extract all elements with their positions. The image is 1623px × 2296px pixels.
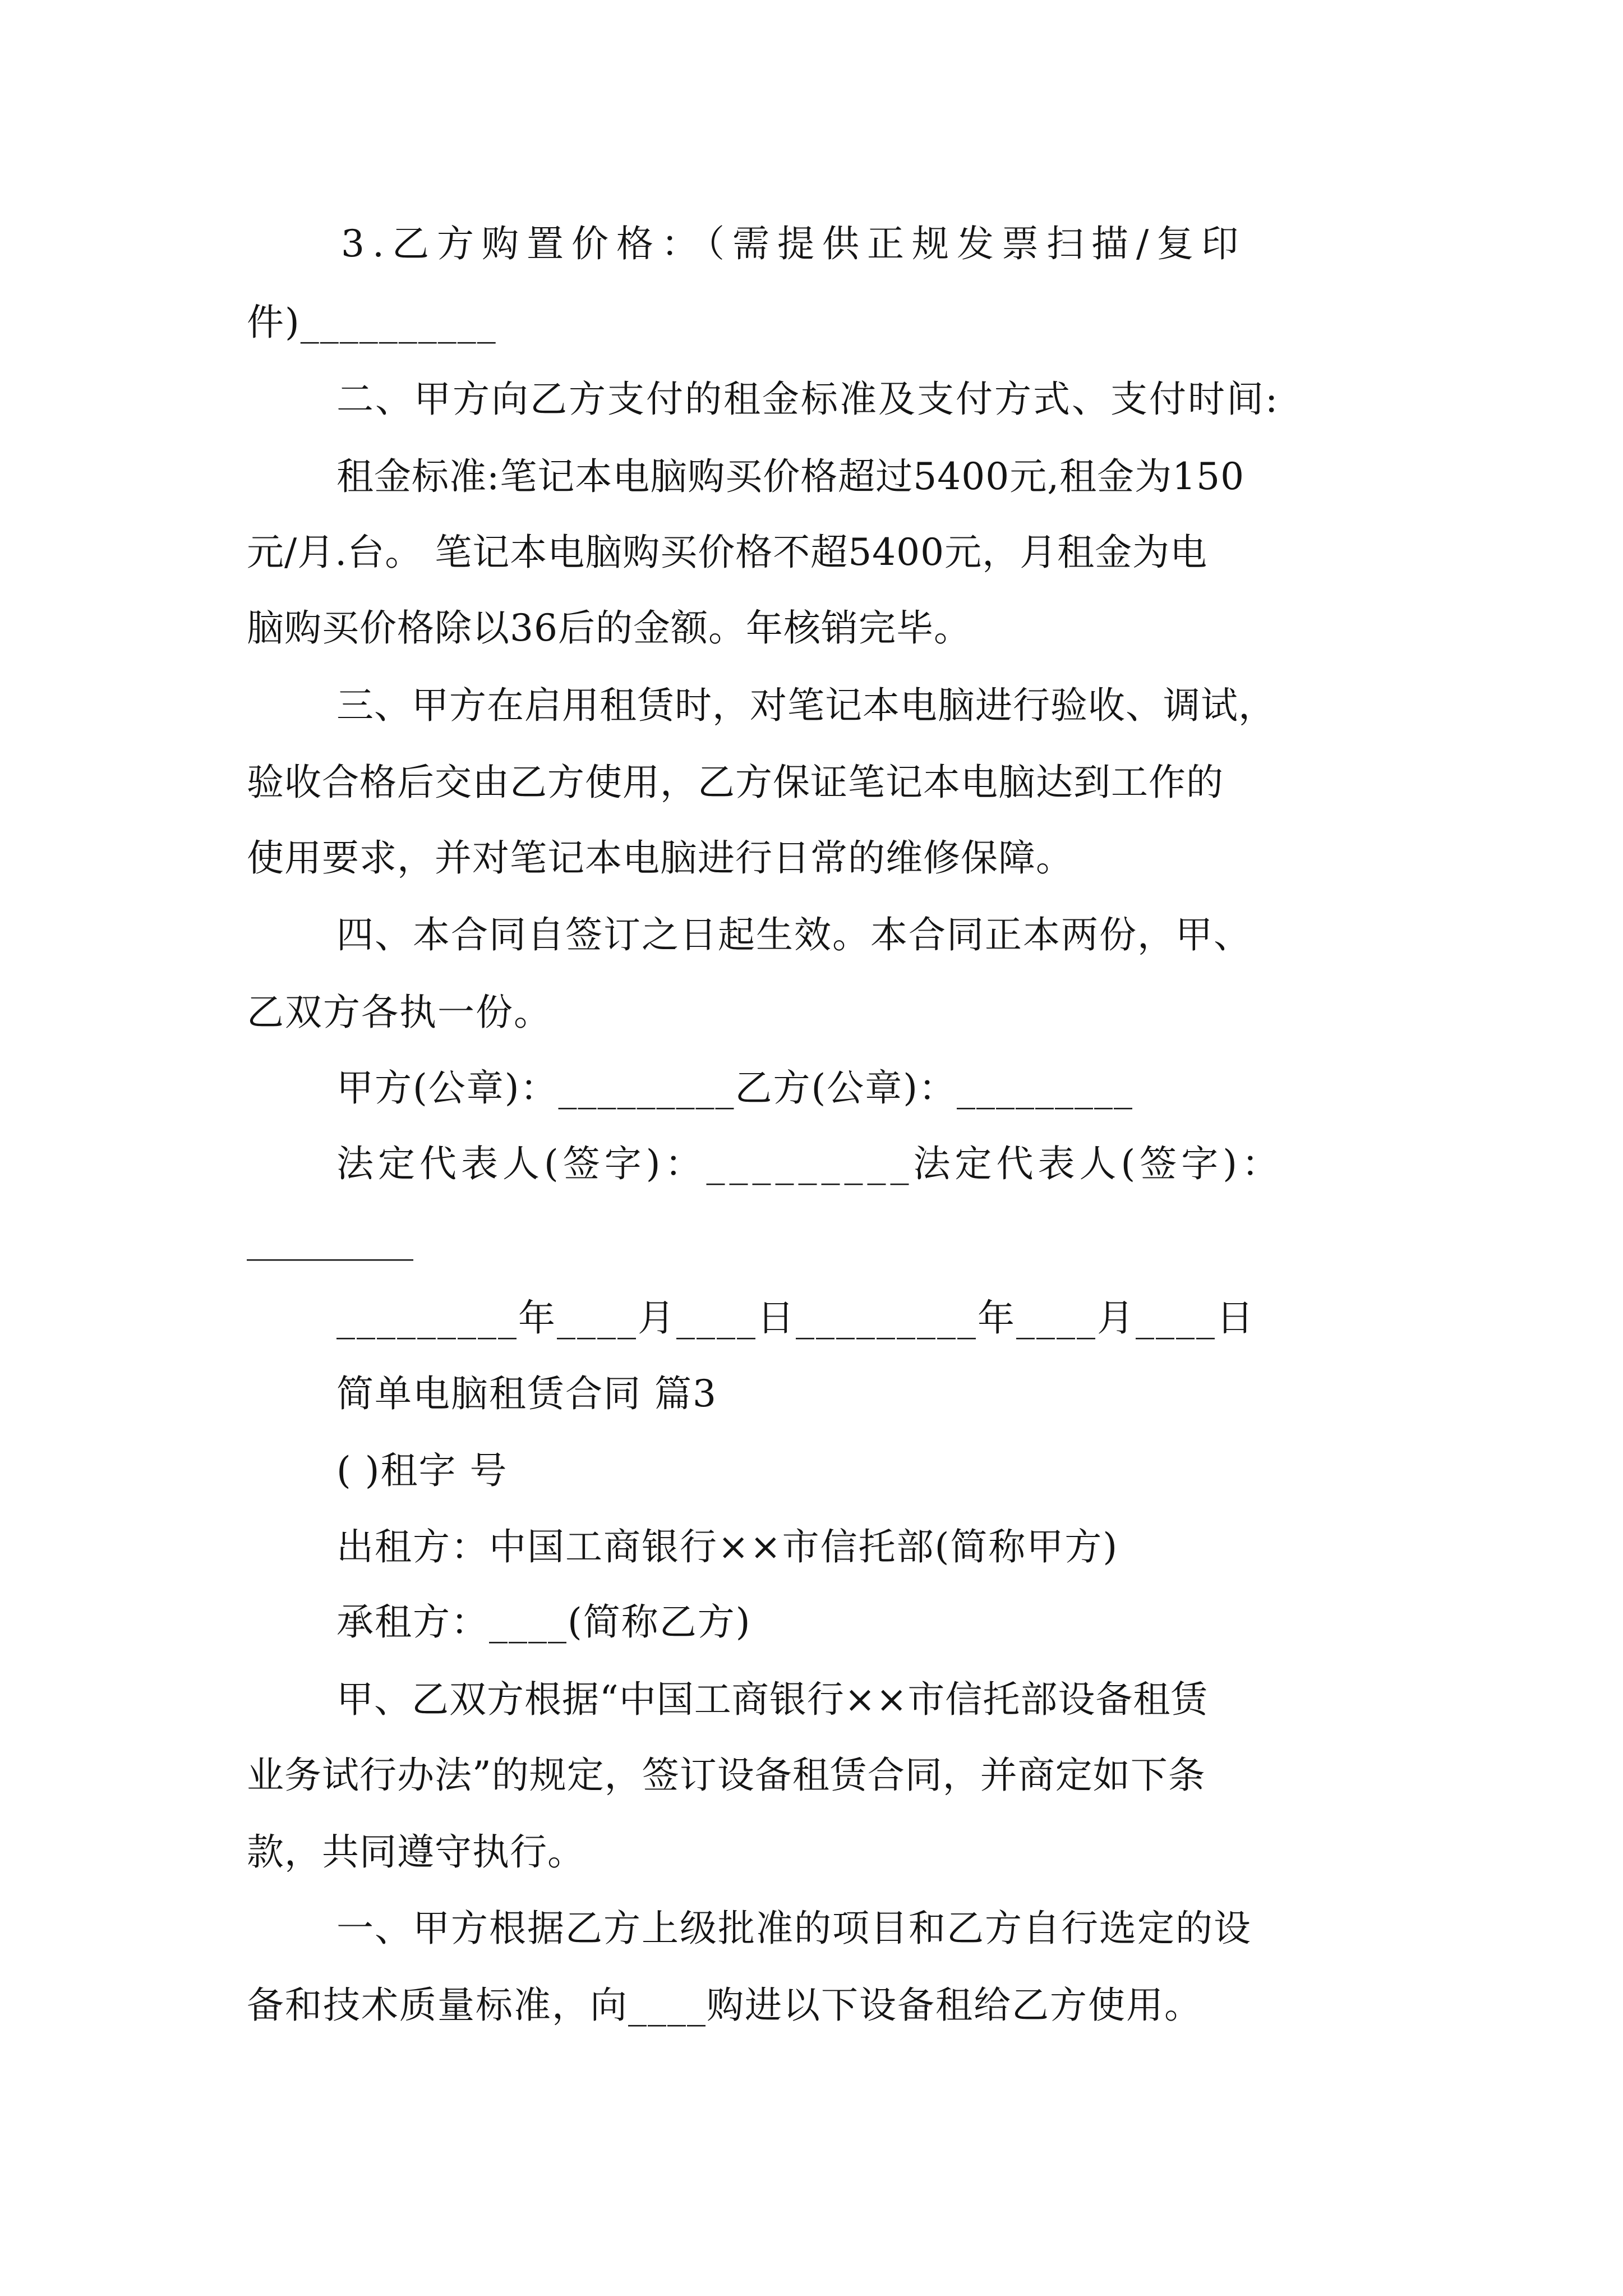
- text-line-signature-blank: _________: [247, 1218, 413, 1261]
- text-line-price-blank: 件)__________: [247, 301, 497, 344]
- text-line-section-4-end: 乙双方各执一份。: [247, 991, 552, 1034]
- text-line-price-clause: 3.乙方购置价格：（需提供正规发票扫描/复印: [341, 222, 1247, 265]
- text-line-lessee: 承租方：____(简称乙方): [336, 1600, 751, 1644]
- text-line-preamble: 甲、乙双方根据“中国工商银行××市信托部设备租赁: [336, 1678, 1209, 1721]
- text-line-section-4: 四、本合同自签订之日起生效。本合同正本两份，甲、: [336, 913, 1252, 956]
- text-line-seal-fields: 甲方(公章)：_________乙方(公章)：_________: [336, 1066, 1133, 1110]
- text-line-section-3-end: 使用要求，并对笔记本电脑进行日常的维修保障。: [247, 836, 1073, 880]
- text-line-date-fields: _________年____月____日_________年____月____日: [336, 1296, 1255, 1340]
- text-line-contract-number: ( )租字 号: [336, 1449, 508, 1492]
- text-line-preamble-end: 款，共同遵守执行。: [247, 1830, 585, 1874]
- section-title-contract-3: 简单电脑租赁合同 篇3: [336, 1372, 717, 1415]
- text-line-signature-fields: 法定代表人(签字)：_________法定代表人(签字)：: [336, 1142, 1283, 1185]
- text-line-clause-1-end: 备和技术质量标准，向____购进以下设备租给乙方使用。: [247, 1984, 1202, 2027]
- text-line-section-3-cont: 验收合格后交由乙方使用，乙方保证笔记本电脑达到工作的: [247, 761, 1224, 804]
- text-line-section-2-heading: 二、甲方向乙方支付的租金标准及支付方式、支付时间:: [336, 378, 1280, 421]
- text-line-rent-standard-end: 脑购买价格除以36后的金额。年核销完毕。: [247, 606, 971, 650]
- text-line-section-3: 三、甲方在启用租赁时，对笔记本电脑进行验收、调试，: [336, 684, 1276, 727]
- text-line-rent-standard: 租金标准:笔记本电脑购买价格超过5400元,租金为150: [336, 455, 1245, 498]
- text-line-preamble-cont: 业务试行办法”的规定，签订设备租赁合同，并商定如下条: [247, 1754, 1206, 1797]
- text-line-clause-1: 一、甲方根据乙方上级批准的项目和乙方自行选定的设: [336, 1907, 1252, 1950]
- text-line-rent-standard-cont: 元/月.台。 笔记本电脑购买价格不超5400元，月租金为电: [247, 531, 1208, 574]
- text-line-lessor: 出租方：中国工商银行××市信托部(简称甲方): [336, 1525, 1119, 1568]
